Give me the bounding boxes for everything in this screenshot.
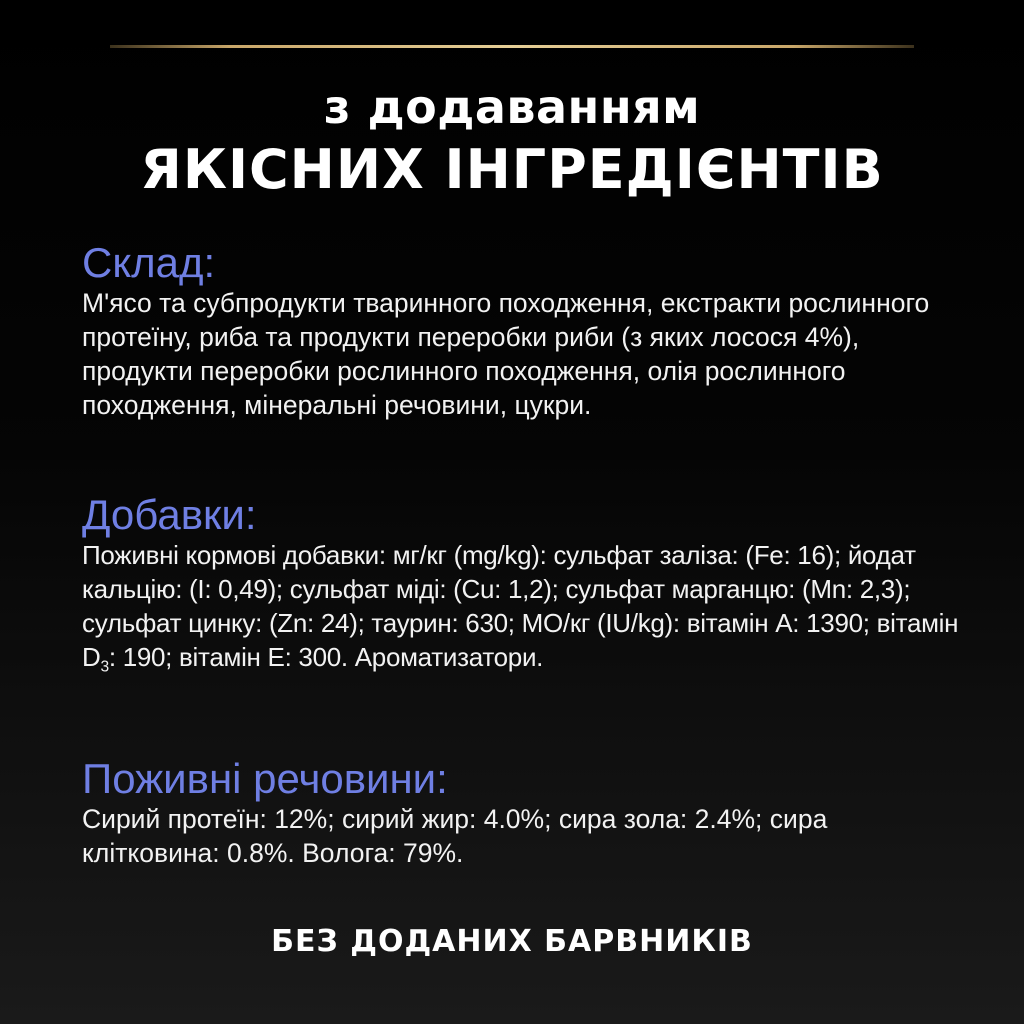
headline-small: з додаванням xyxy=(323,80,701,134)
nutrients-title: Поживні речовини: xyxy=(82,755,448,802)
vitamin-d-subscript: 3 xyxy=(100,658,109,676)
nutrients-section xyxy=(82,756,962,870)
composition-text: М'ясо та субпродукти тваринного походження, екстракти рослинного протеїну, риба та продукти переробки риби (з яких лосося 4%), продукти переробки рослинного походження, олія рослинного походження, мінеральні речовини, цукри. xyxy=(82,288,930,420)
additives-text-tail: : 190; вітамін E: 300. Ароматизатори. xyxy=(108,642,544,672)
gold-divider-line xyxy=(110,45,914,48)
additives-section xyxy=(82,492,962,674)
additives-title: Добавки: xyxy=(82,491,257,538)
nutrients-text: Сирий протеїн: 12%; сирий жир: 4.0%; сира зола: 2.4%; сира клітковина: 0.8%. Волога: 79%. xyxy=(82,804,828,868)
composition-title: Склад: xyxy=(82,239,216,286)
composition-section xyxy=(82,240,962,422)
headline-large: ЯКІСНИХ ІНГРЕДІЄНТІВ xyxy=(140,138,884,201)
additives-text xyxy=(82,538,962,674)
no-added-dyes-note: БЕЗ ДОДАНИХ БАРВНИКІВ xyxy=(271,924,753,959)
additives-text-main: Поживні кормові добавки: мг/кг (mg/kg): сульфат заліза: (Fe: 16); йодат кальцію: (I: 0,49); сульфат міді: (Cu: 1,2); сульфат марганцю: (Mn: 2,3); сульфат цинку: (Zn: 24); таурин: 630; МО/кг (IU/kg): вітамін A: 1390; вітамін D xyxy=(82,540,959,672)
